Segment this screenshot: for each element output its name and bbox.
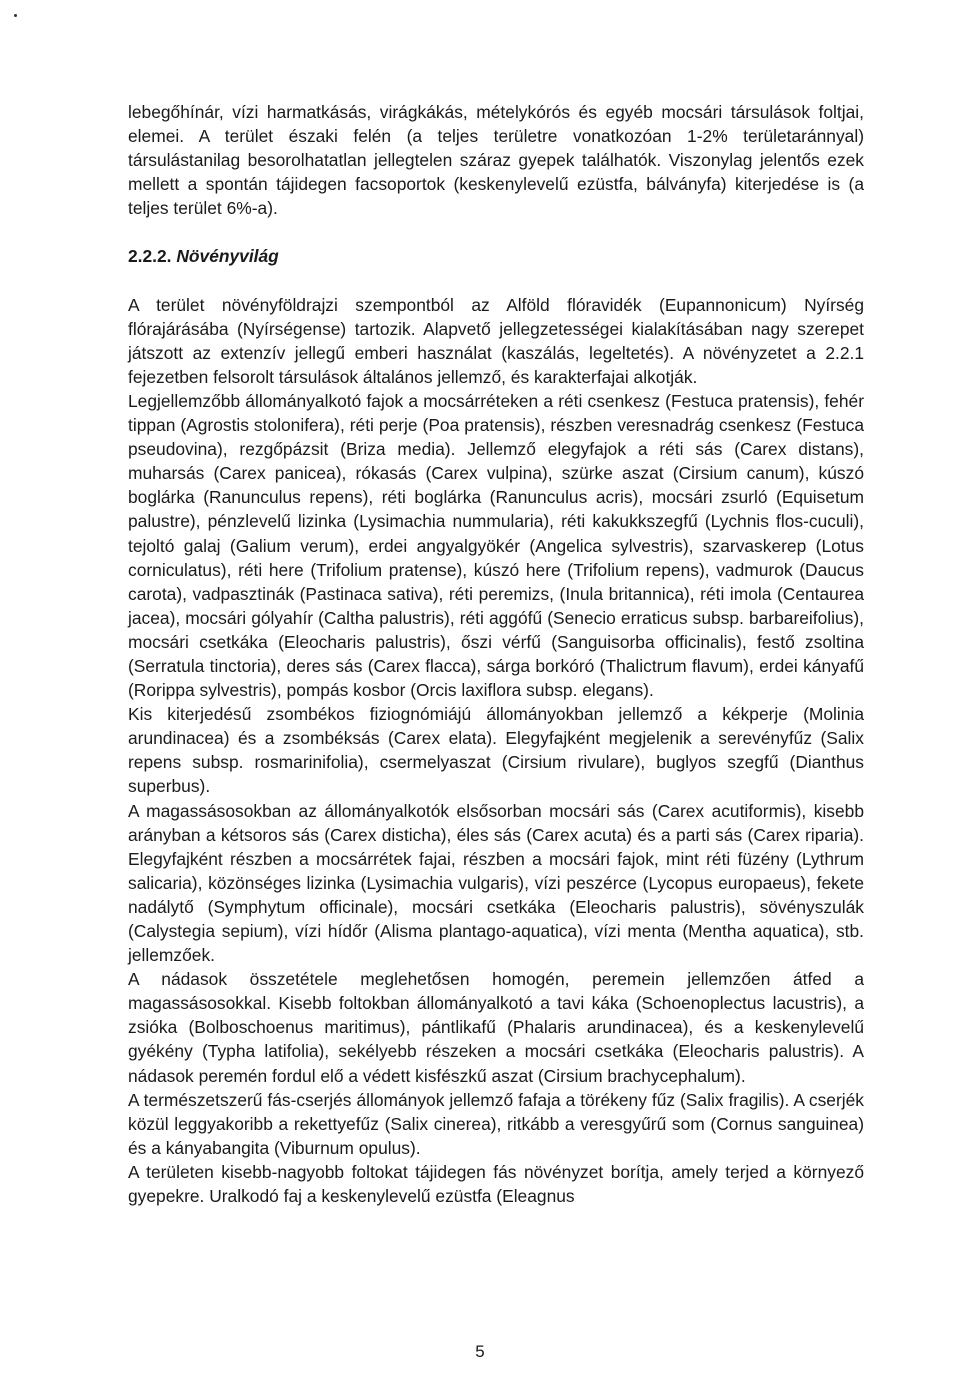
document-body: [128, 100, 864, 1208]
paragraph: Legjellemzőbb állományalkotó fajok a mocsárréteken a réti csenkesz (Festuca pratensis), fehér tippan (Agrostis stolonifera), réti perje (Poa pratensis), részben veresnadrág csenkesz (Festuca pseudovina), rezgőpázsit (Briza media). Jellemző elegyfajok a réti sás (Carex distans), muharsás (Carex panicea), rókasás (Carex vulpina), szürke aszat (Cirsium canum), kúszó boglárka (Ranunculus repens), réti boglárka (Ranunculus acris), mocsári zsurló (Equisetum palustre), pénzlevelű lizinka (Lysimachia nummularia), réti kakukkszegfű (Lychnis flos-cuculi), tejoltó galaj (Galium verum), erdei angyalgyökér (Angelica sylvestris), szarvaskerep (Lotus corniculatus), réti here (Trifolium pratense), kúszó here (Trifolium repens), vadmurok (Daucus carota), vadpasztinák (Pastinaca sativa), réti peremizs, (Inula britannica), réti imola (Centaurea jacea), mocsári gólyahír (Caltha palustris), réti aggófű (Senecio erraticus subsp. barbareifolius), mocsári csetkáka (Eleocharis palustris), őszi vérfű (Sanguisorba officinalis), festő zsoltina (Serratula tinctoria), deres sás (Carex flacca), sárga borkóró (Thalictrum flavum), erdei kányafű (Rorippa sylvestris), pompás kosbor (Orcis laxiflora subsp. elegans).: [128, 390, 864, 701]
paragraph: A területen kisebb-nagyobb foltokat tájidegen fás növényzet borítja, amely terjed a környező gyepekre. Uralkodó faj a keskenylevelű ezüstfa (Eleagnus: [128, 1161, 864, 1207]
section-heading: [128, 244, 864, 268]
paragraph: A természetszerű fás-cserjés állományok jellemző fafaja a törékeny fűz (Salix fragilis). A cserjék közül leggyakoribb a rekettyefűz (Salix cinerea), ritkább a veresgyűrű som (Cornus sanguinea) és a kányabangita (Viburnum opulus).: [128, 1089, 864, 1158]
section-title: Növényvilág: [176, 246, 279, 267]
paragraph: A magassásosokban az állományalkotók elsősorban mocsári sás (Carex acutiformis), kisebb arányban a kétsoros sás (Carex disticha), éles sás (Carex acuta) és a parti sás (Carex riparia). Elegyfajként részben a mocsárrétek fajai, részben a mocsári fajok, mint réti füzény (Lythrum salicaria), közönséges lizinka (Lysimachia vulgaris), vízi peszérce (Lycopus europaeus), fekete nadálytő (Symphytum officinale), mocsári csetkáka (Eleocharis palustris), sövényszulák (Calystegia sepium), vízi hídőr (Alisma plantago-aquatica), vízi menta (Mentha aquatica), stb. jellemzőek.: [128, 800, 864, 966]
paragraph: A terület növényföldrajzi szempontból az Alföld flóravidék (Eupannonicum) Nyírség flórajárásába (Nyírségense) tartozik. Alapvető jellegzetességei kialakításában nagy szerepet játszott az extenzív jellegű emberi használat (kaszálás, legeltetés). A növényzetet a 2.2.1 fejezetben felsorolt társulások általános jellemző, és karakterfajai alkotják.: [128, 294, 864, 387]
paragraph: Kis kiterjedésű zsombékos fiziognómiájú állományokban jellemző a kékperje (Molinia arundinacea) és a zsombéksás (Carex elata). Elegyfajként megjelenik a serevényfűz (Salix repens subsp. rosmarinifolia), csermelyaszat (Cirsium rivulare), buglyos szegfű (Dianthus superbus).: [128, 704, 864, 797]
paragraph: lebegőhínár, vízi harmatkásás, virágkákás, mételykórós és egyéb mocsári társulások foltjai, elemei. A terület északi felén (a teljes területre vonatkozóan 1-2% területaránnyal) társulástanilag besorolhatatlan jellegtelen száraz gyepek találhatók. Viszonylag jelentős ezek mellett a spontán tájidegen facsoportok (keskenylevelű ezüstfa, bálványfa) kiterjedése is (a teljes terület 6%-a).: [128, 102, 864, 219]
page-number: 5: [475, 1342, 485, 1361]
section-number: 2.2.2.: [128, 246, 172, 267]
paragraph: A nádasok összetétele meglehetősen homogén, peremein jellemzően átfed a magassásosokkal. Kisebb foltokban állományalkotó a tavi káka (Schoenoplectus lacustris), a zsióka (Bolboschoenus maritimus), pántlikafű (Phalaris arundinacea), és a keskenylevelű gyékény (Typha latifolia), sekélyebb részeken a mocsári csetkáka (Eleocharis palustris). A nádasok peremén fordul elő a védett kisfészkű aszat (Cirsium brachycephalum).: [128, 969, 864, 1086]
